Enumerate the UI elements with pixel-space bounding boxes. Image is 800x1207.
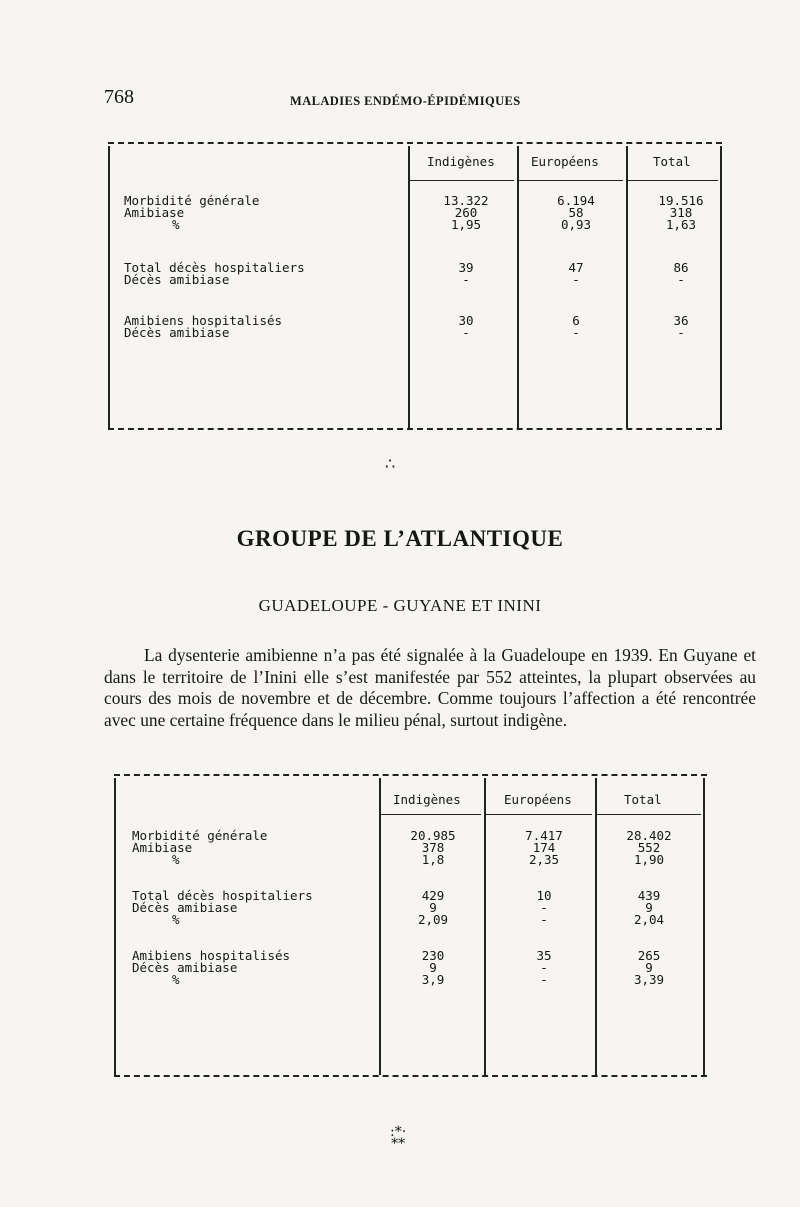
column-header-indigenes: Indigènes: [427, 154, 495, 169]
cell-value: 174: [532, 840, 556, 855]
cell-value: 6: [572, 313, 580, 328]
table-2: [114, 772, 707, 1082]
cell-value: 2,09: [417, 912, 449, 927]
column-divider: [517, 146, 519, 428]
header-rule: [597, 814, 701, 815]
cell-value: 20.985: [410, 828, 456, 843]
cell-value: -: [540, 960, 548, 975]
column-header-total: Total: [653, 154, 691, 169]
ornament-dots: ∴: [385, 454, 394, 473]
cell-value: 35: [536, 948, 552, 963]
row-label: Amibiens hospitalisés: [132, 948, 291, 963]
cell-value: 36: [673, 313, 689, 328]
cell-value: 10: [536, 888, 552, 903]
cell-value: 19.516: [658, 193, 704, 208]
row-label: Total décès hospitaliers: [132, 888, 313, 903]
cell-value: 1,63: [665, 217, 697, 232]
cell-value: 265: [637, 948, 661, 963]
column-header-indigenes: Indigènes: [393, 792, 461, 807]
cell-value: 2,35: [528, 852, 560, 867]
table-left-border: [114, 778, 116, 1075]
row-label: Décès amibiase: [132, 960, 238, 975]
ornament-asterisks: [390, 1126, 406, 1150]
running-head: MALADIES ENDÉMO-ÉPIDÉMIQUES: [290, 94, 521, 108]
row-label: %: [172, 852, 180, 867]
row-label: %: [172, 912, 180, 927]
cell-value: 429: [421, 888, 445, 903]
row-label: Décès amibiase: [124, 272, 230, 287]
cell-value: 3,9: [421, 972, 445, 987]
cell-value: 6.194: [557, 193, 595, 208]
table-top-border: [114, 774, 707, 776]
row-label: Morbidité générale: [132, 828, 268, 843]
table-right-border: [720, 146, 722, 428]
table-bottom-border: [108, 428, 722, 430]
row-label: Décès amibiase: [132, 900, 238, 915]
column-header-total: Total: [624, 792, 662, 807]
cell-value: 230: [421, 948, 445, 963]
row-label: Amibiase: [124, 205, 185, 220]
cell-value: -: [677, 325, 685, 340]
table-top-border: [108, 142, 722, 144]
cell-value: 28.402: [626, 828, 672, 843]
cell-value: 1,90: [633, 852, 665, 867]
subsection-title: GUADELOUPE - GUYANE ET ININI: [258, 596, 542, 615]
cell-value: 318: [669, 205, 693, 220]
cell-value: 9: [645, 900, 653, 915]
cell-value: -: [572, 325, 580, 340]
header-rule: [519, 180, 623, 181]
cell-value: 58: [568, 205, 584, 220]
column-divider: [626, 146, 628, 428]
cell-value: -: [540, 972, 548, 987]
cell-value: 0,93: [560, 217, 592, 232]
page-number: 768: [104, 86, 134, 108]
cell-value: 439: [637, 888, 661, 903]
column-divider: [484, 778, 486, 1075]
row-label: Total décès hospitaliers: [124, 260, 305, 275]
cell-value: 3,39: [633, 972, 665, 987]
cell-value: 86: [673, 260, 689, 275]
body-paragraph: La dysenterie amibienne n’a pas été signalée à la Guadeloupe en 1939. En Guyane et dans le territoire de l’Inini elle s’est manifestée par 552 atteintes, la plupart observées au cours des mois de novembre et de décembre. Comme toujours l’affection a été rencontrée avec une certaine fréquence dans le milieu pénal, surtout indigène.: [104, 645, 756, 730]
cell-value: 9: [645, 960, 653, 975]
column-divider: [595, 778, 597, 1075]
cell-value: -: [540, 912, 548, 927]
ornament-line: **: [391, 1136, 406, 1152]
cell-value: 13.322: [443, 193, 489, 208]
cell-value: 9: [429, 960, 437, 975]
table-left-border: [108, 146, 110, 428]
cell-value: 378: [421, 840, 445, 855]
header-rule: [410, 180, 514, 181]
cell-value: -: [540, 900, 548, 915]
cell-value: 1,8: [421, 852, 445, 867]
cell-value: 552: [637, 840, 661, 855]
section-title: GROUPE DE L’ATLANTIQUE: [236, 526, 564, 551]
ornament-line: :*·: [390, 1124, 407, 1140]
row-label: Décès amibiase: [124, 325, 230, 340]
row-label: %: [172, 972, 180, 987]
column-divider: [379, 778, 381, 1075]
cell-value: -: [462, 325, 470, 340]
cell-value: 260: [454, 205, 478, 220]
cell-value: -: [462, 272, 470, 287]
column-divider: [408, 146, 410, 428]
column-header-europeens: Européens: [531, 154, 599, 169]
table-bottom-border: [114, 1075, 707, 1077]
row-label: %: [172, 217, 180, 232]
cell-value: -: [677, 272, 685, 287]
header-rule: [628, 180, 718, 181]
cell-value: 30: [458, 313, 474, 328]
column-header-europeens: Européens: [504, 792, 572, 807]
cell-value: 9: [429, 900, 437, 915]
row-label: Amibiens hospitalisés: [124, 313, 283, 328]
table-right-border: [703, 778, 705, 1075]
cell-value: 1,95: [450, 217, 482, 232]
header-rule: [381, 814, 481, 815]
header-rule: [486, 814, 592, 815]
cell-value: -: [572, 272, 580, 287]
table-1: [108, 140, 722, 435]
cell-value: 2,04: [633, 912, 665, 927]
cell-value: 39: [458, 260, 474, 275]
row-label: Amibiase: [132, 840, 193, 855]
row-label: Morbidité générale: [124, 193, 260, 208]
cell-value: 7.417: [525, 828, 563, 843]
cell-value: 47: [568, 260, 584, 275]
